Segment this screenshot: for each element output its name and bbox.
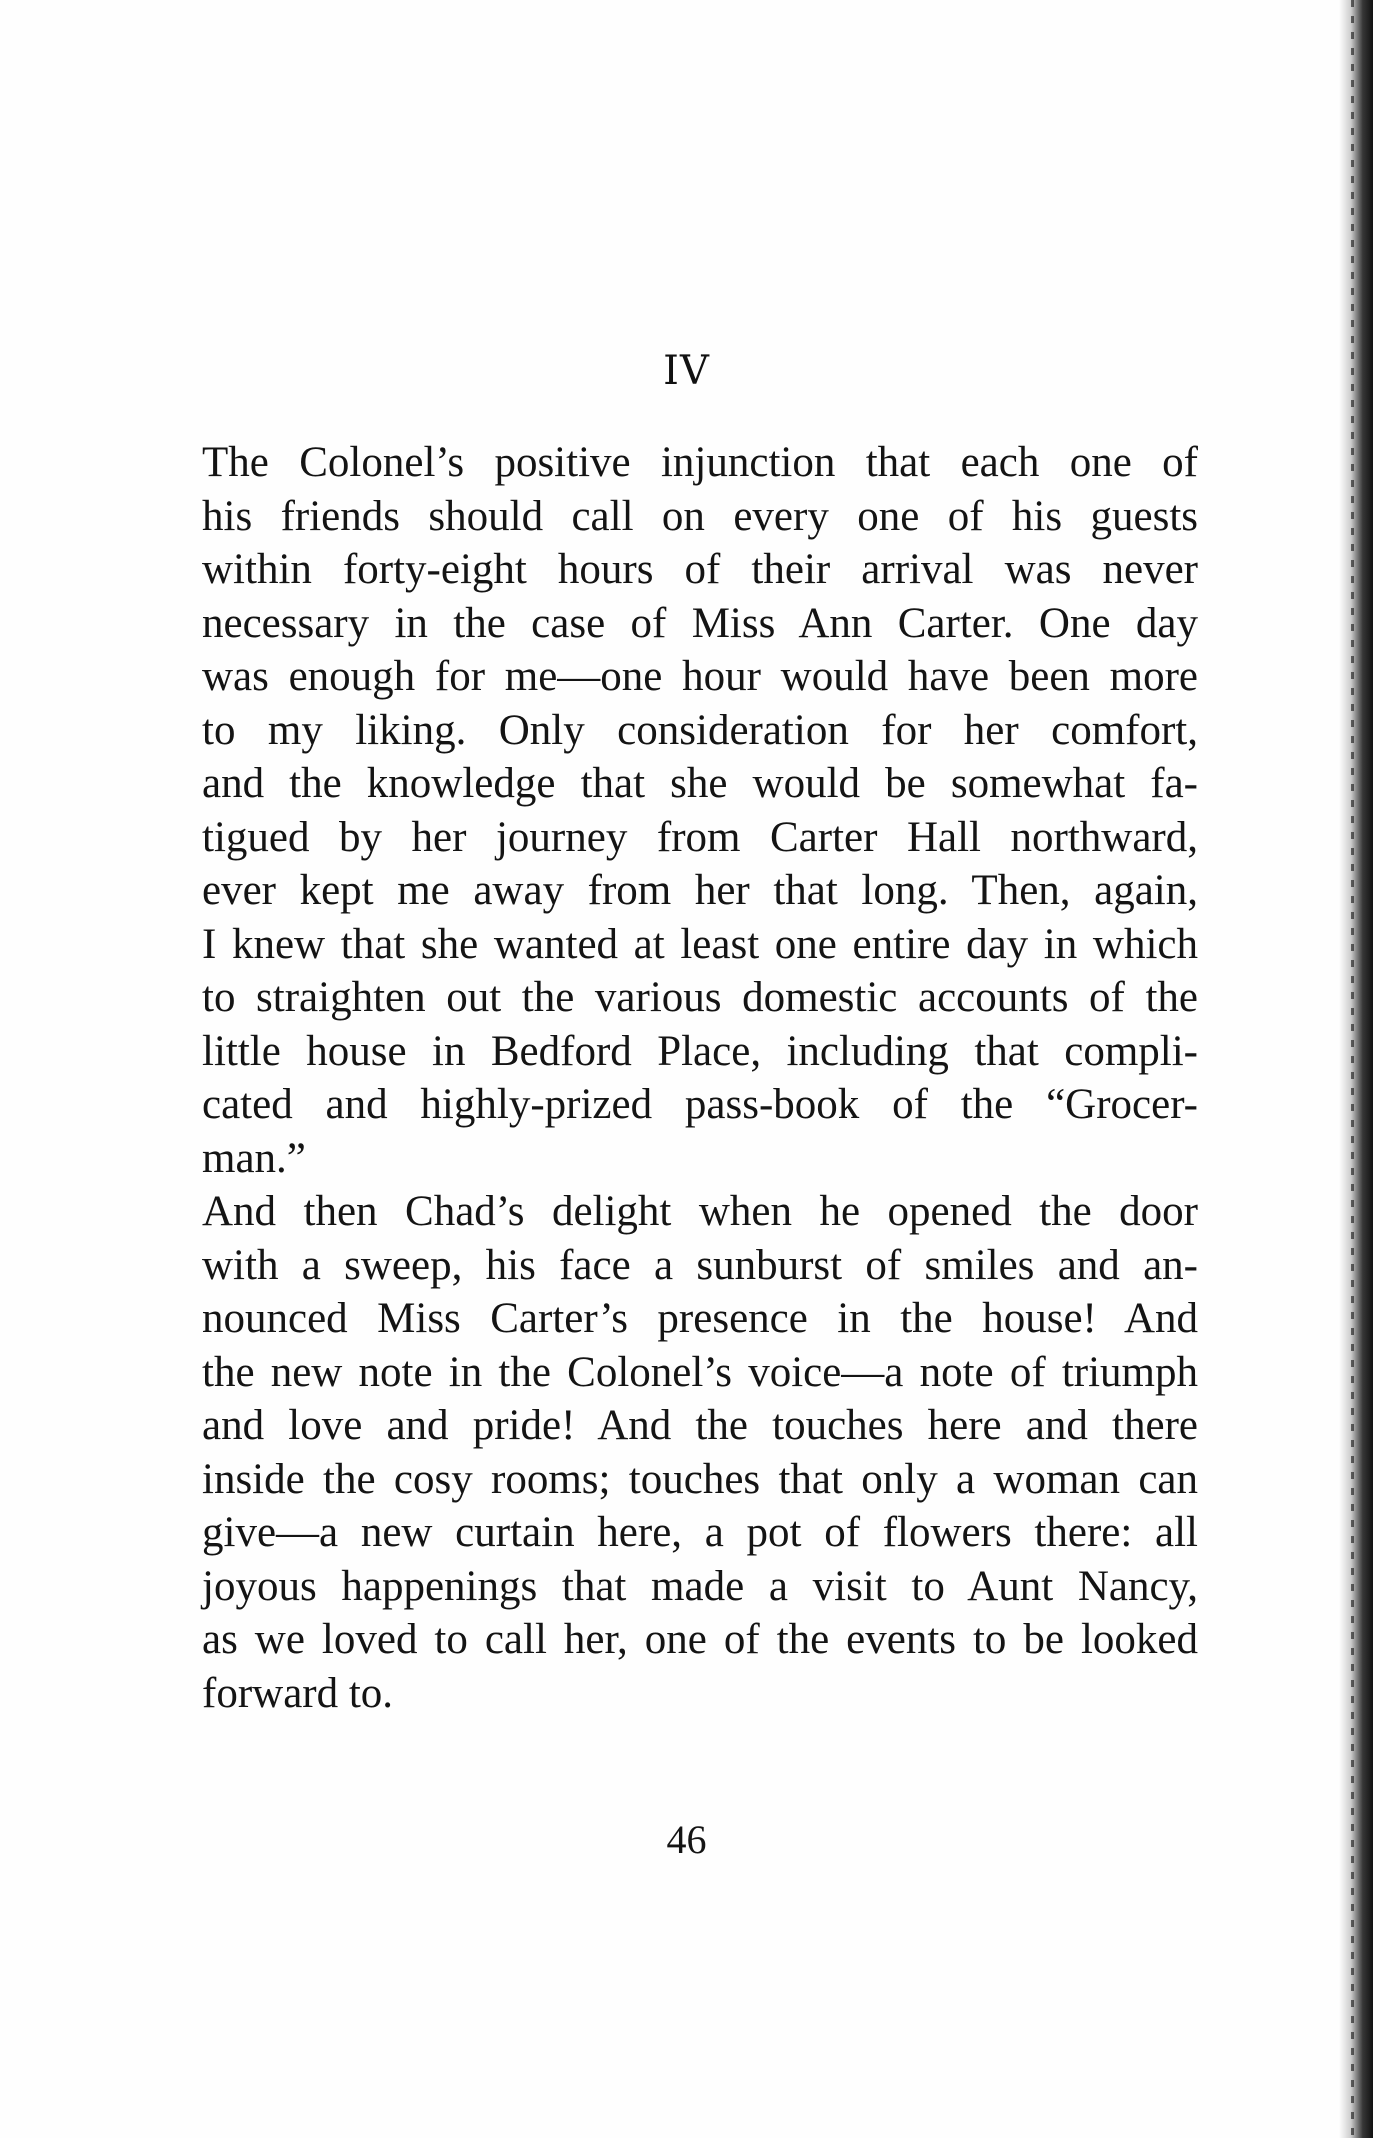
text-line: forward to. <box>202 1669 394 1717</box>
text-line: ever kept me away from her that long. Then, again, <box>202 867 1198 914</box>
text-line: within forty-eight hours of their arrival was never <box>202 546 1198 593</box>
text-line: was enough for me—one hour would have been more <box>202 653 1198 700</box>
text-line: little house in Bedford Place, including that compli- <box>202 1027 1198 1075</box>
paragraph-1 <box>202 436 1198 1185</box>
text-line: necessary in the case of Miss Ann Carter. One day <box>202 599 1198 647</box>
text-line: with a sweep, his face a sunburst of smiles and an- <box>202 1241 1198 1289</box>
text-line: nounced Miss Carter’s presence in the house! And <box>202 1295 1198 1342</box>
text-line: to my liking. Only consideration for her comfort, <box>202 706 1198 754</box>
paragraph-2 <box>202 1185 1198 1720</box>
text-line: man.” <box>202 1134 306 1182</box>
text-line: his friends should call on every one of his guests <box>202 492 1198 540</box>
text-line: inside the cosy rooms; touches that only a woman can <box>202 1455 1198 1503</box>
text-line: the new note in the Colonel’s voice—a note of triumph <box>202 1348 1198 1396</box>
text-line: joyous happenings that made a visit to Aunt Nancy, <box>202 1562 1198 1610</box>
text-line: give—a new curtain here, a pot of flowers there: all <box>202 1509 1198 1556</box>
body-text <box>202 436 1198 1720</box>
text-line: tigued by her journey from Carter Hall northward, <box>202 813 1198 861</box>
text-line: I knew that she wanted at least one entire day in which <box>202 920 1198 968</box>
text-line: The Colonel’s positive injunction that each one of <box>202 439 1198 486</box>
text-line: to straighten out the various domestic accounts of the <box>202 974 1198 1021</box>
chapter-heading: IV <box>663 348 710 394</box>
text-line: as we loved to call her, one of the events to be looked <box>202 1616 1198 1663</box>
text-line: cated and highly-prized pass-book of the “Grocer- <box>202 1081 1198 1128</box>
text-line: and love and pride! And the touches here and there <box>202 1402 1198 1449</box>
page-number: 46 <box>666 1817 707 1862</box>
text-line: and the knowledge that she would be somewhat fa- <box>202 760 1198 807</box>
text-line: And then Chad’s delight when he opened the door <box>202 1188 1198 1235</box>
